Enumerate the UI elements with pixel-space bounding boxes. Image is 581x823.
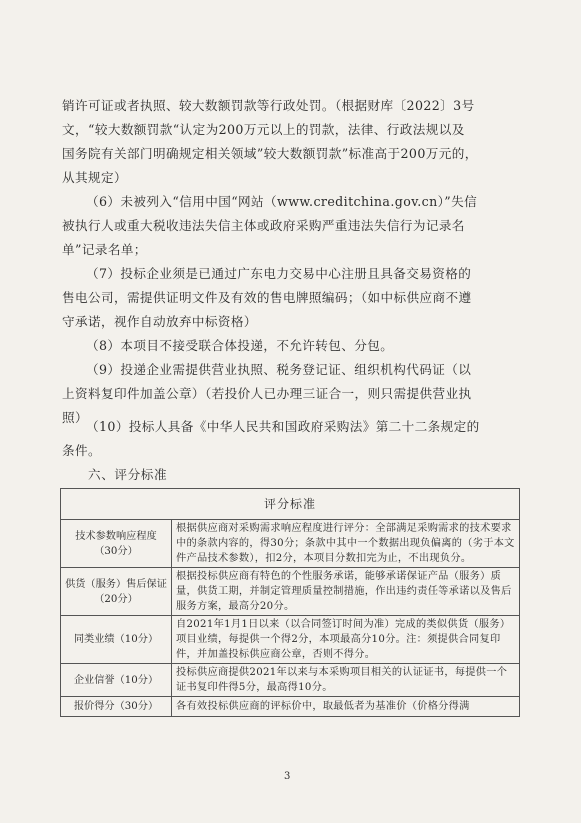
criterion-label: 企业信誉（10分） — [61, 664, 172, 697]
text-line: （6）未被列入“信用中国“网站（www.creditchina.gov.cn）”失信 — [86, 194, 478, 209]
criterion-description: 各有效投标供应商的评标价中，取最低者为基准价（价格分得满 — [172, 697, 520, 717]
criterion-label: 报价得分（30分） — [61, 697, 172, 717]
table-row — [61, 616, 520, 664]
table-row — [61, 568, 520, 616]
paragraph-item-7 — [62, 262, 530, 334]
criterion-description: 自2021年1月1日以来（以合同签订时间为准）完成的类似供货（服务）项目业绩，每提供一个得2分，本项最高分10分。注：须提供合同复印件，并加盖投标供应商公章，否则不得分。 — [172, 616, 520, 664]
table-row — [61, 664, 520, 697]
text-line: 售电公司，需提供证明文件及有效的售电牌照编码；（如中标供应商不遵 — [62, 290, 472, 305]
text-line: 从其规定） — [62, 170, 127, 185]
text-line: （7）投标企业须是已通过广东电力交易中心注册且具备交易资格的 — [86, 266, 472, 281]
criterion-description: 根据投标供应商有特色的个性服务承诺，能够承诺保证产品（服务）质量，供货工期，并制定管理质量控制措施，作出违约责任等承诺以及售后服务方案，最高分20分。 — [172, 568, 520, 616]
table-header: 评分标准 — [61, 489, 520, 520]
criterion-description: 根据供应商对采购需求响应程度进行评分：全部满足采购需求的技术要求中的条款内容的，得30分；条款中其中一个数据出现负偏离的（劣于本文件产品技术参数），扣2分，本项目分数扣完为止，不出现负分。 — [172, 520, 520, 568]
paragraph-item-6 — [62, 190, 530, 262]
table-row — [61, 697, 520, 717]
paragraph-item-10 — [62, 415, 530, 463]
section-title: 六、评分标准 — [88, 467, 168, 482]
text-line: 被执行人或重大税收违法失信主体或政府采购严重违法失信行为记录名 — [62, 218, 465, 233]
table-row — [61, 520, 520, 568]
criterion-label: 供货（服务）售后保证（20分） — [61, 568, 172, 616]
scoring-criteria-table — [60, 488, 520, 717]
criterion-description: 投标供应商提供2021年以来与本采购项目相关的认证证书，每提供一个证书复印件得5分，最高得10分。 — [172, 664, 520, 697]
text-line: 国务院有关部门明确规定相关领域”较大数额罚款”标准高于200万元的， — [62, 146, 478, 161]
text-line: （9）投递企业需提供营业执照、税务登记证、组织机构代码证（以 — [86, 362, 472, 377]
text-line: 销许可证或者执照、较大数额罚款等行政处罚。（根据财库〔2022〕3号 — [62, 98, 475, 113]
paragraph-item-8 — [62, 334, 530, 358]
paragraph-penalty-definition — [62, 94, 530, 190]
text-line: 照） — [62, 410, 88, 425]
page-number: 3 — [284, 771, 291, 782]
table-header-row — [61, 489, 520, 520]
criterion-label: 技术参数响应程度（30分） — [61, 520, 172, 568]
text-line: 条件。 — [62, 443, 101, 458]
text-line: 守承诺，视作自动放弃中标资格） — [62, 314, 257, 329]
text-line: 文，“较大数额罚款“认定为200万元以上的罚款，法律、行政法规以及 — [62, 122, 465, 137]
text-line: （8）本项目不接受联合体投递，不允许转包、分包。 — [86, 338, 394, 353]
text-line: 单”记录名单； — [62, 242, 147, 257]
criterion-label: 同类业绩（10分） — [61, 616, 172, 664]
text-line: 上资料复印件加盖公章）（若投价人已办理三证合一，则只需提供营业执 — [62, 386, 472, 401]
text-line: （10）投标人具备《中华人民共和国政府采购法》第二十二条规定的 — [86, 419, 480, 434]
